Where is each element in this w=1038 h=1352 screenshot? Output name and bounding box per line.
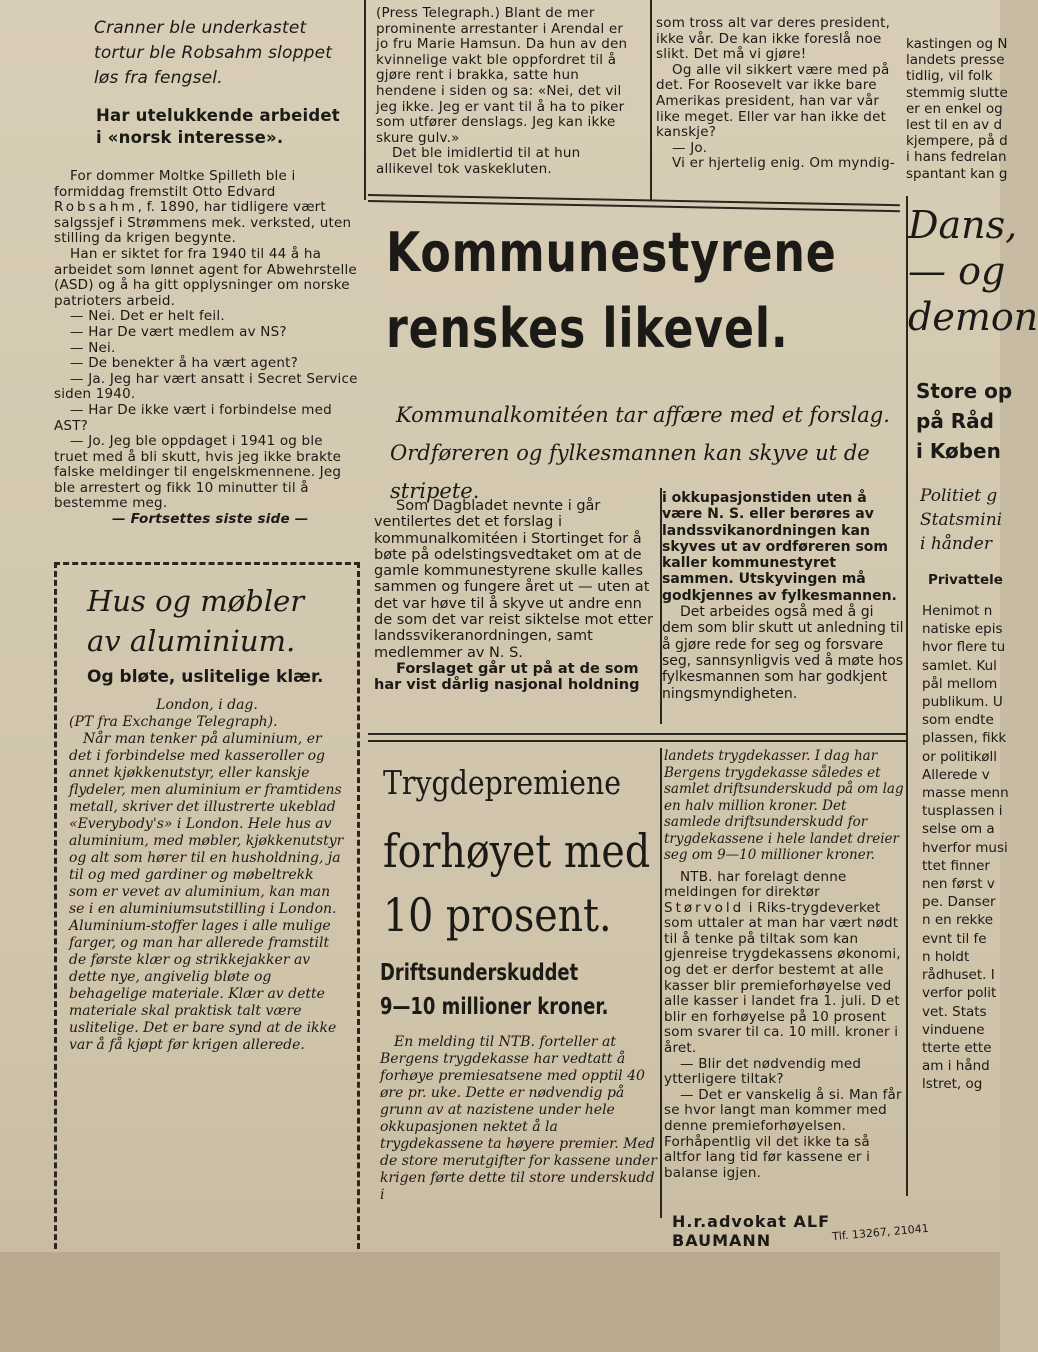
trygd-subhead (380, 956, 609, 1024)
kommune-column-2 (662, 490, 906, 702)
far-right-body-line: rådhuset. I (922, 967, 995, 984)
far-right-body-line: n en rekke (922, 912, 994, 929)
aluminium-dateline: London, i dag. (156, 697, 258, 713)
roosevelt-paragraph: Vi er hjertelig enig. Om myndig- (672, 155, 895, 172)
aluminium-subhead: Og bløte, uslitelige klær. (87, 667, 324, 687)
far-right-italic-line: Politiet g (920, 485, 998, 506)
robsahm-paragraph: Han er siktet for fra 1940 til 44 å ha arbeidet som lønnet agent for Abwehrstelle (ASD) og å ha gitt opplysninger om norske patrioters arbeid. (54, 245, 357, 309)
robsahm-headline-line-1: Cranner ble underkastet (94, 18, 307, 38)
far-right-body-line: verfor polit (922, 985, 997, 1002)
trygd-column-1 (380, 1034, 660, 1204)
far-right-body-line: natiske epis (922, 621, 1003, 638)
far-right-body-line: samlet. Kul (922, 657, 997, 674)
far-right-column (902, 0, 1038, 1252)
trygd-body: NTB. har forelagt denne meldingen for direktør Størvold i Riks-trygdeverket som uttaler at man har vært nødt til å tenke på tiltak som kan gjenreise trygdekassens økonomi, og det er derfor bestemt at alle kasser blir premieforhøyelse ved alle kasser i landet fra 1. juli. D et blir en forhøyelse på 10 prosent som svarer til ca. 10 mill. kroner i året. (664, 868, 901, 1057)
far-right-body-line: evnt til fe (922, 930, 987, 947)
far-right-body-line: plassen, fikk (922, 730, 1007, 747)
robsahm-headline-line-2: tortur ble Robsahm sloppet (94, 43, 333, 63)
far-right-top-text (906, 36, 1008, 182)
far-right-body-line: vet. Stats (922, 1003, 987, 1020)
far-right-line: spantant kan g (906, 165, 1008, 182)
far-right-body-line: hvor flere tu (922, 639, 1006, 656)
robsahm-paragraph: — Har De vært medlem av NS? (70, 323, 287, 340)
kommune-headline-line-1: Kommunestyrene (386, 221, 837, 284)
far-right-body-line: tterte ette (922, 1039, 992, 1056)
robsahm-intro: For dommer Moltke Spilleth ble i formiddag fremstilt Otto Edvard Robsahm, f. 1890, har tidligere vært salgssjef i Strømmens mek. verksted, uten stilling da krigen begynte. (54, 168, 352, 247)
robsahm-paragraph: — Ja. Jeg har vært ansatt i Secret Service siden 1940. (54, 370, 358, 403)
kommune-body: Som Dagbladet nevnte i går ventilertes det et forslag i kommunalkomitéen i Stortinget for å bøte på odelstingsvedtaket om at de gamle kommunestyrene skulle kalles sammen og fungere året ut — uten at det var høve til å skyve ut andre enn de som det var reist siktelse mot etter landssvikeranordningen, samt medlemmer av N. S. (374, 498, 653, 661)
far-right-bold-line: Store op (916, 378, 1013, 403)
roosevelt-article (652, 0, 900, 195)
trygd-subhead-line-1: Driftsunderskuddet (380, 960, 579, 986)
roosevelt-paragraph: — Jo. (672, 139, 708, 156)
far-right-body-line: hverfor musi (922, 839, 1008, 856)
far-right-line: landets presse (906, 52, 1005, 69)
far-right-italic-line: i hånder (920, 533, 992, 554)
trygd-subhead-line-2: 9—10 millioner kroner. (380, 994, 609, 1020)
advocate-phone: Tlf. 13267, 21041 (831, 1221, 930, 1244)
robsahm-subhead (96, 105, 362, 149)
far-right-body-line: masse menn (922, 785, 1009, 802)
far-right-privat: Privattele (928, 571, 1003, 588)
far-right-line: stemmig slutte (906, 84, 1008, 101)
trygd-question: — Blir det nødvendig med ytterligere tiltak? (664, 1055, 862, 1088)
kommune-column-1 (374, 498, 658, 694)
far-right-body-line: pål mellom (922, 675, 998, 692)
kommune-body-bold: Forslaget går ut på at de som har vist dårlig nasjonal holdning (374, 660, 640, 694)
far-right-body-line: tusplassen i (922, 803, 1003, 820)
far-right-italic-line: Statsmini (920, 509, 1003, 530)
roosevelt-paragraph: Og alle vil sikkert være med på det. For Roosevelt var ikke bare Amerikas president, han var vår like meget. Eller var han ikke det kanskje? (656, 61, 890, 141)
trygd-headline-line-3: 10 prosent. (383, 888, 612, 942)
robsahm-paragraph: — Nei. (70, 339, 116, 356)
aluminium-source: (PT fra Exchange Telegraph). (69, 714, 278, 730)
far-right-body-line: lstret, og (922, 1076, 983, 1093)
far-right-body-line: Allerede v (922, 766, 990, 783)
far-right-heading-line: — og (908, 248, 1006, 293)
far-right-line: kjempere, på d (906, 133, 1008, 150)
column-rule (660, 748, 662, 1218)
robsahm-article (42, 0, 362, 548)
far-right-body-line: Henimot n (922, 603, 993, 620)
far-right-headings (908, 202, 1038, 340)
kommune-body: Det arbeides også med å gi dem som blir skutt ut anledning til å gjøre rede for seg og forsvare seg, sannsynligvis ved å møte hos fylkesmannen som har godkjent ningsmyndigheten. (662, 604, 904, 702)
aluminium-headline (87, 581, 357, 661)
aluminium-article-box (54, 562, 360, 1258)
kommune-sub-line-2: Ordføreren og fylkesmannen kan skyve ut de stripete. (390, 441, 870, 503)
roosevelt-paragraph: som tross alt var deres president, ikke vår. De kan ikke foreslå noe slikt. Det må vi gjøre! (656, 15, 891, 63)
far-right-body-line: selse om a (922, 821, 995, 838)
far-right-line: tidlig, vil folk (906, 68, 993, 85)
section-rule (368, 733, 908, 735)
robsahm-subhead-line-1: Har utelukkende arbeidet (96, 106, 340, 125)
column-rule (364, 0, 366, 200)
far-right-body-line: publikum. U (922, 694, 1003, 711)
aluminium-headline-line-1: Hus og møbler (87, 584, 305, 618)
kommune-headline (386, 221, 837, 360)
far-right-body-line: nen først v (922, 876, 995, 893)
far-right-body-line: n holdt (922, 948, 970, 965)
kommune-body-bold: i okkupasjonstiden uten å være N. S. eller berøres av landssvikanordningen kan skyves ut av ordføreren som kaller kommunestyret sammen. Utskyvingen må godkjennes av fylkesmannen. (662, 490, 897, 604)
kommune-sub-line-1: Kommunalkomitéen tar affære med et forslag. (396, 403, 890, 427)
robsahm-continued: — Fortsettes siste side — (112, 511, 309, 528)
kommune-headline-line-2: renskes likevel. (386, 297, 789, 360)
hamsun-paragraph: (Press Telegraph.) Blant de mer prominente arrestanter i Arendal er jo fru Marie Hamsun. Da hun av den kvinnelige vakt ble oppfordret til å gjøre rent i brakka, satte hun hendene i siden og sa: «Nei, det vil jeg ikke. Jeg er vant til å ha to piker som utfører denslags. Jeg kan ikke skure gulv.» (376, 5, 628, 146)
far-right-bold-line: i Køben (916, 438, 1001, 463)
far-right-bold-line: på Råd (916, 408, 994, 433)
trygd-headline-line-1: Trygdepremiene (383, 763, 622, 802)
far-right-body-line: or politikøll (922, 748, 998, 765)
trygd-body-italic: landets trygdekasser. I dag har Bergens trygdekasse således et samlet driftsunderskudd på om lag en halv million kroner. Det samlede driftsunderskudd for trygdekassene i hele landet dreier seg om 9—10 millioner kroner. (664, 748, 904, 863)
robsahm-headline-line-3: løs fra fengsel. (94, 68, 223, 88)
robsahm-paragraph: — Nei. Det er helt feil. (70, 308, 225, 325)
far-right-body-line: pe. Danser (922, 894, 996, 911)
aluminium-body (69, 697, 345, 1054)
robsahm-paragraph: — Har De ikke vært i forbindelse med AST? (54, 401, 332, 434)
hamsun-article (368, 0, 648, 195)
far-right-italic-heading (920, 484, 1003, 556)
section-rule (368, 740, 908, 742)
far-right-heading-line: demon (908, 294, 1038, 339)
far-right-body-text (922, 602, 1009, 1093)
advocate-name: H.r.advokat ALF BAUMANN (672, 1212, 830, 1250)
far-right-line: er en enkel og (906, 100, 1003, 117)
far-right-heading-line: Dans, (908, 202, 1018, 247)
page-edge-background (0, 1252, 1000, 1352)
robsahm-subhead-line-2: i «norsk interesse». (96, 128, 284, 147)
aluminium-body-text: Når man tenker på aluminium, er det i forbindelse med kasseroller og annet kjøkkenutstyr, eller kanskje flydeler, men aluminium er framtidens metall, skriver det illustrerte ukeblad «Everybody's» i London. Hele hus av aluminium, med møbler, kjøkkenutstyr og alt som hører til en husholdning, ja til og med gardiner og møbeltrekk som er vevet av aluminium, kan man se i en aluminiumsutstilling i London. Aluminium-stoffer lages i alle mulige farger, og man har allerede framstilt de første klær og strikkejakker av dette nye, angivelig bløte og behagelige materiale. Klær av dette materiale skal praktisk talt være uslitelige. Det er bare synd at de ikke var å få kjøpt før krigen allerede. (69, 731, 344, 1053)
far-right-body-line: am i hånd (922, 1058, 990, 1075)
robsahm-paragraph: — Jo. Jeg ble oppdaget i 1941 og ble truet med å bli skutt, hvis jeg ikke brakte falske meldinger til engelskmennene. Jeg ble arrestert og fikk 10 minutter til å bestemme meg. (54, 433, 342, 512)
trygd-column-2 (664, 748, 904, 1218)
far-right-body-line: som endte (922, 712, 994, 729)
trygd-headline (383, 754, 651, 944)
far-right-line: kastingen og N (906, 36, 1008, 52)
far-right-body-line: ttet finner (922, 857, 990, 874)
trygd-answer: — Det er vanskelig å si. Man får se hvor langt man kommer med denne premieforhøyelsen. Forhåpentlig vil det ikke ta så altfor lang tid før kassene er i balanse igjen. (664, 1086, 902, 1181)
hamsun-paragraph: Det ble imidlertid til at hun allikevel tok vaskekluten. (376, 145, 581, 177)
trygd-headline-line-2: forhøyet med (383, 824, 651, 878)
robsahm-body (54, 169, 358, 528)
far-right-bold-heading (916, 376, 1013, 466)
trygd-body: En melding til NTB. forteller at Bergens trygdekasse har vedtatt å forhøye premiesatsene med opptil 40 øre pr. uke. Dette er nødvendig på grunn av at nazistene under hele okkupasjonen nektet å la trygdekassene ta høyere premier. Med de store merutgifter for kassene under krigen førte dette til store underskudd i (380, 1034, 657, 1203)
far-right-line: i hans fedrelan (906, 149, 1007, 166)
far-right-body-line: vinduene (922, 1021, 985, 1038)
aluminium-headline-line-2: av aluminium. (87, 624, 296, 658)
far-right-line: lest til en av d (906, 117, 1003, 134)
robsahm-paragraph: — De benekter å ha vært agent? (70, 355, 299, 372)
